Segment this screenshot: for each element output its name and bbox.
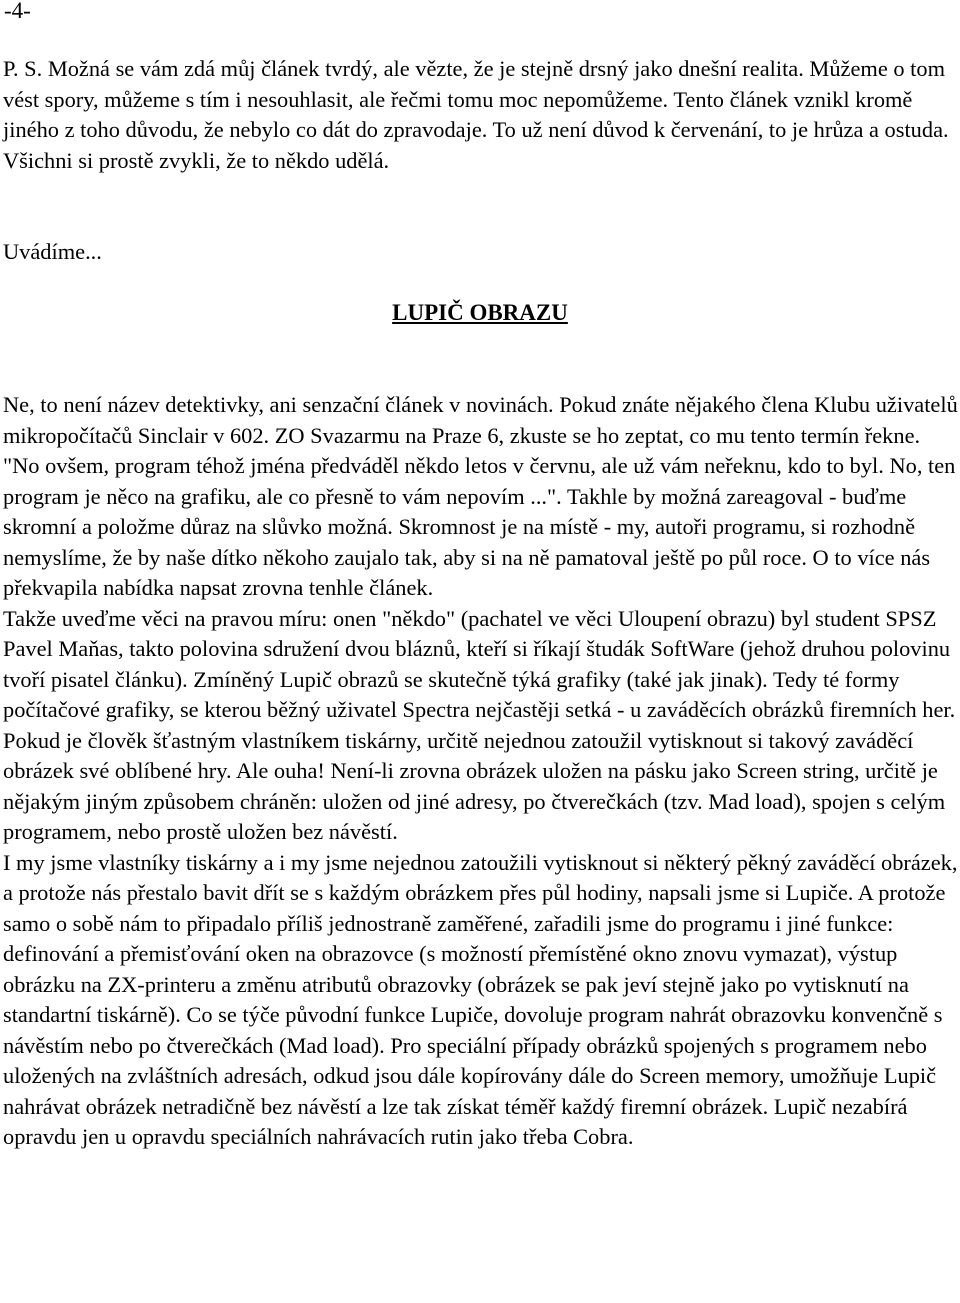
- article-paragraph: Ne, to není název detektivky, ani senzační článek v novinách. Pokud znáte nějakého člena Klubu uživatelů mikropočítačů Sinclair v 602. ZO Svazarmu na Praze 6, zkuste se ho zeptat, co mu tento termín řekne. "No ovšem, program téhož jména předváděl někdo letos v červnu, ale už vám neřeknu, kdo to byl. No, ten program je něco na grafiku, ale co přesně to vám nepovím ...". Takhle by možná zareagoval - buďme skromní a položme důraz na slůvko možná. Skromnost je na místě - my, autoři programu, si rozhodně nemyslíme, že by naše dítko někoho zaujalo tak, aby si na ně pamatoval ještě po půl roce. O to více nás překvapila nabídka napsat zrovna tenhle článek.: [3, 392, 958, 600]
- article-body: [3, 390, 960, 1153]
- article-title: LUPIČ OBRAZU: [392, 300, 568, 325]
- article-paragraph: Takže uveďme věci na pravou míru: onen "někdo" (pachatel ve věci Uloupení obrazu) byl student SPSZ Pavel Maňas, takto polovina sdružení dvou bláznů, kteří si říkají študák SoftWare (jehož druhou polovinu tvoří pisatel článku). Zmíněný Lupič obrazů se skutečně týká grafiky (také jak jinak). Tedy té formy počítačové grafiky, se kterou běžný uživatel Spectra nejčastěji setká - u zaváděcích obrázků firemních her.: [3, 605, 956, 722]
- page-number: -4-: [4, 0, 31, 23]
- article-paragraph: Pokud je člověk šťastným vlastníkem tiskárny, určitě nejednou zatoužil vytisknout si takový zaváděcí obrázek své oblíbené hry. Ale ouha! Není-li zrovna obrázek uložen na pásku jako Screen string, určitě je nějakým jiným způsobem chráněn: uložen od jiné adresy, po čtverečkách (tzv. Mad load), spojen s celým programem, nebo prostě uložen bez návěstí.: [3, 727, 946, 844]
- intro-line: Uvádíme...: [3, 239, 102, 264]
- article-paragraph: I my jsme vlastníky tiskárny a i my jsme nejednou zatoužili vytisknout si některý pěkný zaváděcí obrázek, a protože nás přestalo bavit dřít se s každým obrázkem přes půl hodiny, napsali jsme si Lupiče. A protože samo o sobě nám to připadalo příliš jednostraně zaměřené, zařadili jsme do programu i jiné funkce: definování a přemisťování oken na obrazovce (s možností přemístěné okno znovu vymazat), výstup obrázku na ZX-printeru a změnu atributů obrazovky (obrázek se pak jeví stejně jako po vytisknutí na standartní tiskárně). Co se týče původní funkce Lupiče, dovoluje program nahrát obrazovku konvenčně s návěstím nebo po čtverečkách (Mad load). Pro speciální případy obrázků spojených s programem nebo uložených na zvláštních adresách, odkud jsou dále kopírovány dále do Screen memory, umožňuje Lupič nahrávat obrázek netradičně bez návěstí a lze tak získat téměř každý firemní obrázek. Lupič nezabírá opravdu jen u opravdu speciálních nahrávacích rutin jako třeba Cobra.: [3, 849, 958, 1149]
- postscript-paragraph: [3, 54, 960, 176]
- postscript-text: P. S. Možná se vám zdá můj článek tvrdý, ale vězte, že je stejně drsný jako dnešní realita. Můžeme o tom vést spory, můžeme s tím i nesouhlasit, ale řečmi tomu moc nepomůžeme. Tento článek vznikl kromě jiného z toho důvodu, že nebylo co dát do zpravodaje. To už není důvod k červenání, to je hrůza a ostuda. Všichni si prostě zvykli, že to někdo udělá.: [3, 56, 949, 173]
